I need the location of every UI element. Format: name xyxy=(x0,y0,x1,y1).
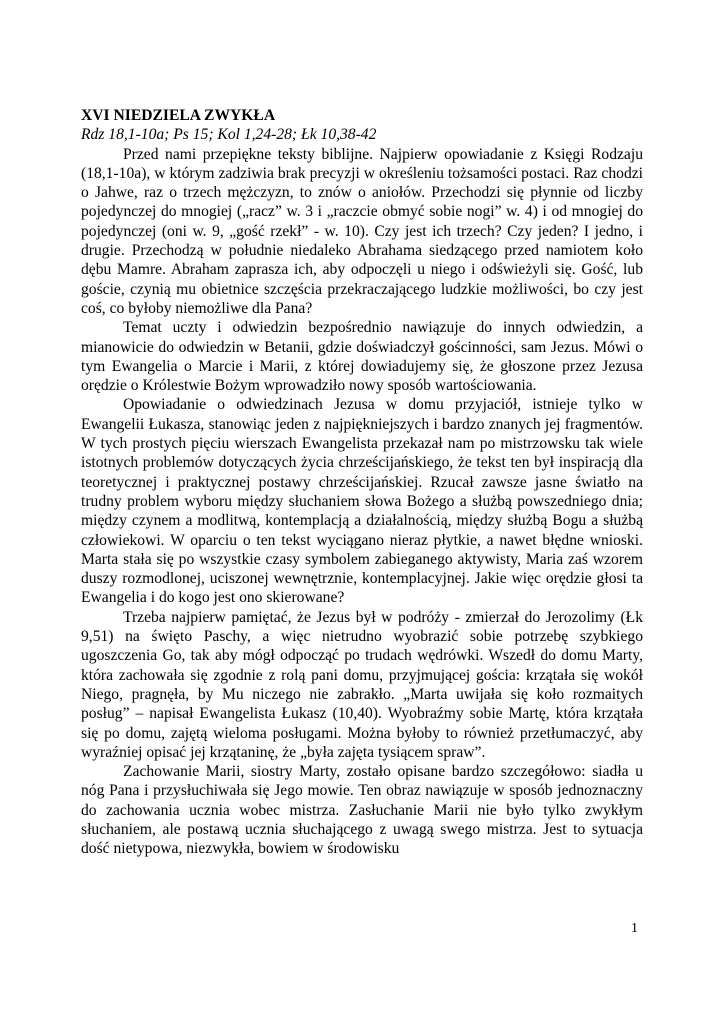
paragraph: Opowiadanie o odwiedzinach Jezusa w domu przyjaciół, istnieje tylko w Ewangelii Łukasza, stanowiąc jeden z najpiękniejszych i bardzo znanych jej fragmentów. W tych prostych pięciu wierszach Ewangelista przekazał nam po mistrzowsku tak wiele istotnych problemów dotyczących życia chrześcijańskiego, że tekst ten był inspiracją dla teoretycznej i praktycznej postawy chrześcijańskiej. Rzucał zawsze jasne światło na trudny problem wyboru między słuchaniem słowa Bożego a służbą powszedniego dnia; między czynem a modlitwą, kontemplacją a działalnością, między służbą Bogu a służbą człowiekowi. W oparciu o ten tekst wyciągano nieraz płytkie, a nawet błędne wnioski. Marta stała się po wszystkie czasy symbolem zabieganego aktywisty, Maria zaś wzorem duszy rozmodlonej, uciszonej wewnętrznie, kontemplacyjnej. Jakie więc orędzie głosi ta Ewangelia i do kogo jest ono skierowane? xyxy=(81,396,643,607)
paragraph: Trzeba najpierw pamiętać, że Jezus był w podróży - zmierzał do Jerozolimy (Łk 9,51) na święto Paschy, a więc nietrudno wyobrazić sobie potrzebę szybkiego ugoszczenia Go, tak aby mógł odpocząć po trudach wędrówki. Wszedł do domu Marty, która zachowała się zgodnie z rolą pani domu, przyjmującej gościa: krzątała się wokół Niego, pragnęła, by Mu niczego nie zabrakło. „Marta uwijała się koło rozmaitych posług” – napisał Ewangelista Łukasz (10,40). Wyobraźmy sobie Martę, która krzątała się po domu, zajętą wieloma posługami. Można byłoby to również przetłumaczyć, aby wyraźniej opisać jej krzątaninę, że „była zajęta tysiącem spraw”. xyxy=(81,608,643,761)
paragraph: Zachowanie Marii, siostry Marty, zostało opisane bardzo szczegółowo: siadła u nóg Pana i przysłuchiwała się Jego mowie. Ten obraz nawiązuje w sposób jednoznaczny do zachowania ucznia wobec mistrza. Zasłuchanie Marii nie było tylko zwykłym słuchaniem, ale postawą ucznia słuchającego z uwagą swego mistrza. Jest to sytuacja dość nietypowa, niezwykła, bowiem w środowisku xyxy=(81,763,643,858)
paragraph: Przed nami przepiękne teksty biblijne. Najpierw opowiadanie z Księgi Rodzaju (18,1-10a), w którym zadziwia brak precyzji w określeniu tożsamości postaci. Raz chodzi o Jahwe, raz o trzech mężczyzn, to znów o aniołów. Przechodzi się płynnie od liczby pojedynczej do mnogiej („racz” w. 3 i „raczcie obmyć sobie nogi” w. 4) i od mnogiej do pojedynczej (oni w. 9, „gość rzekł” - w. 10). Czy jest ich trzech? Czy jeden? I jedno, i drugie. Przechodzą w południe niedaleko Abrahama siedzącego przed namiotem koło dębu Mamre. Abraham zaprasza ich, aby odpoczęli u niego i odświeżyli się. Gość, lub goście, czynią mu obietnice szczęścia przekraczającego ludzkie możliwości, bo czy jest coś, co byłoby niemożliwe dla Pana? xyxy=(81,145,643,317)
document-body xyxy=(81,106,643,859)
page-number: 1 xyxy=(631,921,638,936)
paragraph: Temat uczty i odwiedzin bezpośrednio nawiązuje do innych odwiedzin, a mianowicie do odwiedzin w Betanii, gdzie doświadczył gościnności, sam Jezus. Mówi o tym Ewangelia o Marcie i Marii, z której dowiadujemy się, że głoszone przez Jezusa orędzie o Królestwie Bożym wprowadziło nowy sposób wartościowania. xyxy=(81,319,643,395)
document-title: XVI NIEDZIELA ZWYKŁA xyxy=(81,107,276,124)
scripture-readings: Rdz 18,1-10a; Ps 15; Kol 1,24-28; Łk 10,38-42 xyxy=(81,126,377,144)
